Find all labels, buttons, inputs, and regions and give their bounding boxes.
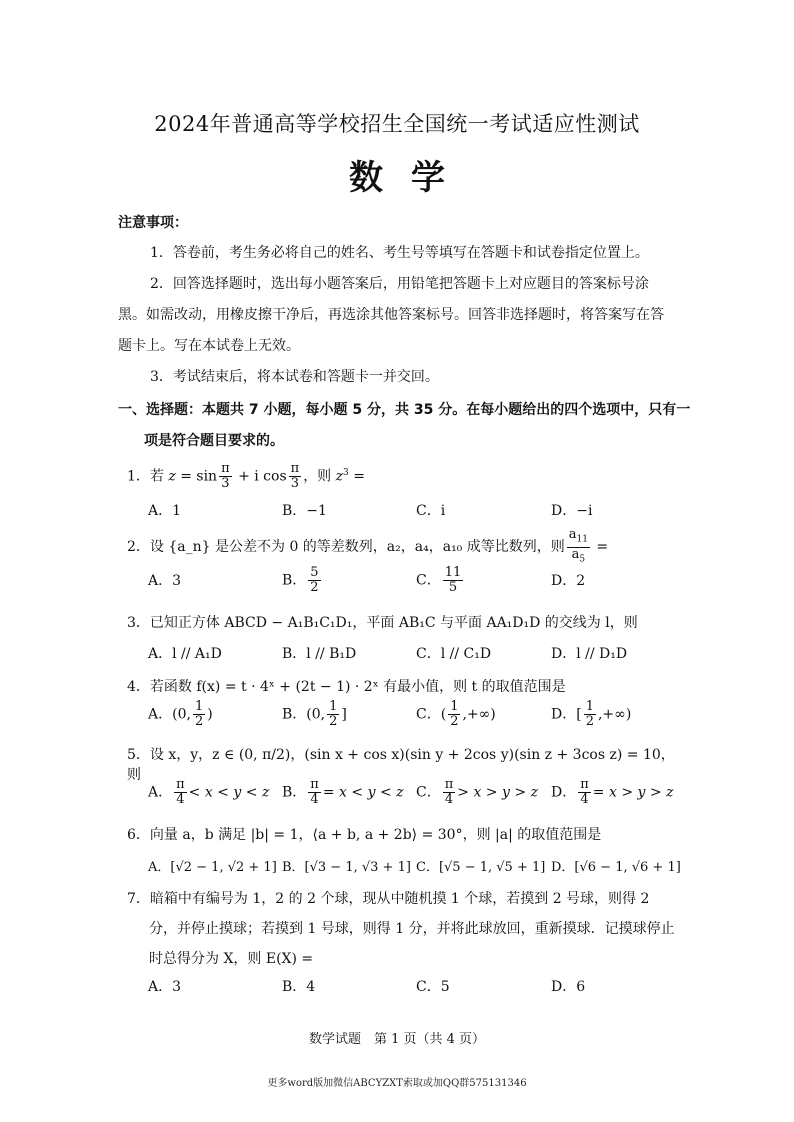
- question-6: [127, 824, 687, 844]
- q5-number: 5．: [127, 747, 150, 763]
- q4-option-b: B．(0, $\frac{1}{2}$ ]: [282, 699, 347, 729]
- q1-option-c: C．i: [416, 503, 446, 519]
- question-2: 2．设 {a_n} 是公差不为 0 的等差数列，a₂，a₄，a₁₀ 成等比数列，则 $\frac{a_{11}}{a_5}$ =: [127, 527, 609, 565]
- q1-options: [148, 500, 688, 524]
- q7-option-b: B．4: [282, 979, 316, 995]
- notice-item-3: 3．考试结束后，将本试卷和答题卡一并交回。: [150, 369, 439, 385]
- q6-option-b: B．[√3 − 1, √3 + 1]: [282, 860, 411, 875]
- q2-number: 2．: [127, 539, 150, 556]
- q2-option-c: C． $\frac{11}{5}$: [416, 565, 462, 595]
- q7-text: 暗箱中有编号为 1，2 的 2 个球，现从中随机摸 1 个球，若摸到 2 号球，则得 2 分，并停止摸球；若摸到 1 号球，则得 1 分，并将此球放回，重新摸球．记摸球停止时总得分为 X，则 E(X) =: [149, 891, 675, 967]
- question-4: [127, 676, 687, 696]
- q1-tail: =: [348, 468, 365, 485]
- notice-item-2: 2．回答选择题时，选出每小题答案后，用铅笔把答题卡上对应题目的答案标号涂黑。如需改动，用橡皮擦干净后，再选涂其他答案标号。回答非选择题时，将答案写在答题卡上。写在本试卷上无效。: [118, 276, 664, 354]
- q7-option-c: C．5: [416, 979, 450, 995]
- q3-options: [148, 643, 688, 667]
- q5-option-c: C． $\frac{\pi}{4}$ > x > y > z: [416, 777, 538, 807]
- q3-option-c: C．l // C₁D: [416, 646, 492, 662]
- q5-option-a: A． $\frac{\pi}{4}$ < x < y < z: [148, 777, 270, 807]
- section-heading: 一、选择题：本题共 7 小题，每小题 5 分，共 35 分。在每小题给出的四个选项中，只有一项是符合题目要求的。: [118, 402, 691, 449]
- q3-number: 3．: [127, 615, 150, 631]
- q1-post: ，则: [303, 468, 336, 485]
- q4-number: 4．: [127, 679, 150, 695]
- subject-title: 数学: [349, 158, 473, 198]
- q7-option-a: A．3: [148, 979, 182, 995]
- q2-option-d: D．2: [551, 573, 586, 589]
- q6-option-c: C．[√5 − 1, √5 + 1]: [416, 860, 546, 875]
- q4-text: 若函数 f(x) = t · 4ˣ + (2t − 1) · 2ˣ 有最小值，则 t 的取值范围是: [149, 679, 566, 695]
- q7-number: 7．: [127, 891, 150, 907]
- q4-option-c: C．( $\frac{1}{2}$ ,+∞): [416, 699, 496, 729]
- q6-options: [148, 856, 688, 880]
- q1-option-b: B．−1: [282, 503, 327, 519]
- q1-pre: 若: [149, 468, 169, 485]
- page-footer: 数学试题 第 1 页（共 4 页）: [308, 1032, 486, 1047]
- question-1: 1．若 z = sin $\frac{\pi}{3}$ + i cos $\frac{\pi}{3}$ ，则 $z^3$ =: [127, 461, 365, 491]
- question-3: [127, 612, 687, 632]
- q1-number: 1．: [127, 468, 150, 485]
- q5-option-d: D． $\frac{\pi}{4}$ = x > y > z: [551, 777, 674, 807]
- q3-option-a: A．l // A₁D: [148, 646, 222, 662]
- q3-option-b: B．l // B₁D: [282, 646, 357, 662]
- q6-option-d: D．[√6 − 1, √6 + 1]: [551, 860, 681, 875]
- q2-option-b: B． $\frac{5}{2}$: [282, 565, 319, 595]
- q3-text: 已知正方体 ABCD − A₁B₁C₁D₁，平面 AB₁C 与平面 AA₁D₁D 的交线为 l，则: [149, 615, 638, 631]
- q4-option-d: D．[ $\frac{1}{2}$ ,+∞): [551, 699, 632, 729]
- watermark-text: 更多word版加微信ABCYZXT索取或加QQ群575131346: [267, 1078, 527, 1089]
- q7-options: [148, 976, 688, 1000]
- q1-option-a: A．1: [148, 503, 182, 519]
- notice-heading: 注意事项：: [118, 215, 188, 231]
- q4-options: [148, 700, 688, 732]
- q5-text: 设 x，y，z ∈ (0, π/2)，(sin x + cos x)(sin y + 2cos y)(sin z + 3cos z) = 10，则: [127, 747, 675, 783]
- q6-number: 6．: [127, 827, 150, 843]
- q7-option-d: D．6: [551, 979, 586, 995]
- q5-option-b: B． $\frac{\pi}{4}$ = x < y < z: [282, 777, 404, 807]
- q2-options: [148, 566, 688, 596]
- q4-option-a: A．(0, $\frac{1}{2}$ ): [148, 699, 213, 729]
- q6-text: 向量 a，b 满足 |b| = 1，⟨a + b, a + 2b⟩ = 30°，则 |a| 的取值范围是: [149, 827, 602, 843]
- q2-option-a: A．3: [148, 573, 182, 589]
- q2-text: 设 {a_n} 是公差不为 0 的等差数列，a₂，a₄，a₁₀ 成等比数列，则: [149, 539, 565, 556]
- exam-title: 2024年普通高等学校招生全国统一考试适应性测试: [154, 112, 640, 136]
- question-7: [127, 884, 675, 974]
- q3-option-d: D．l // D₁D: [551, 646, 628, 662]
- q5-options: [148, 778, 688, 810]
- notice-item-1: 1．答卷前，考生务必将自己的姓名、考生号等填写在答题卡和试卷指定位置上。: [150, 245, 649, 261]
- q1-option-d: D．−i: [551, 503, 593, 519]
- q6-option-a: A．[√2 − 1, √2 + 1]: [148, 860, 277, 875]
